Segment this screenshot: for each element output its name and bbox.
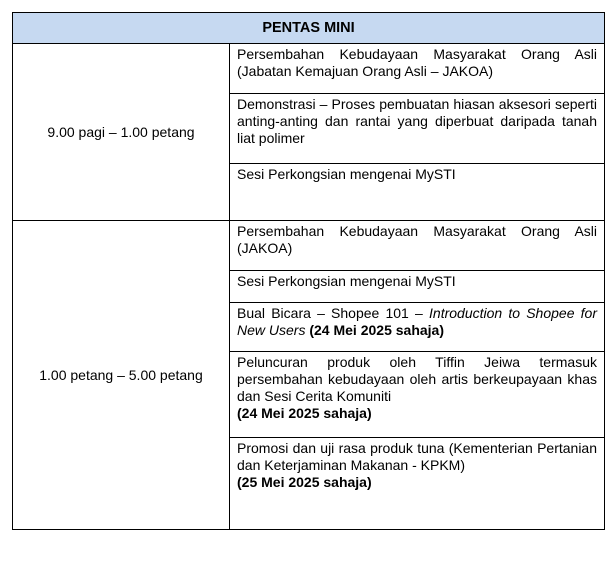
- activity-cell: [230, 94, 605, 164]
- activity-text: [230, 303, 604, 339]
- session-time: 9.00 pagi – 1.00 petang: [13, 44, 230, 221]
- activity-cell: [230, 352, 605, 438]
- activity-cell: [230, 221, 605, 271]
- activity-cell: [230, 44, 605, 94]
- activity-text-italic: Introduction to Shopee for New Users: [237, 305, 598, 338]
- activity-text: [230, 352, 604, 422]
- table-header-row: [13, 13, 605, 44]
- activity-cell: [230, 271, 605, 303]
- activity-cell: [230, 438, 605, 530]
- schedule-table: [12, 12, 605, 530]
- activity-text: Persembahan Kebudayaan Masyarakat Orang Asli (JAKOA): [237, 223, 597, 256]
- activity-text: Persembahan Kebudayaan Masyarakat Orang Asli (Jabatan Kemajuan Orang Asli – JAKOA): [237, 46, 597, 79]
- table-title: PENTAS MINI: [13, 13, 605, 44]
- activity-date-note: (24 Mei 2025 sahaja): [237, 405, 372, 421]
- session-time: 1.00 petang – 5.00 petang: [13, 221, 230, 530]
- activity-text: Sesi Perkongsian mengenai MySTI: [237, 273, 456, 289]
- table-row: [13, 44, 605, 94]
- activity-text-main: Promosi dan uji rasa produk tuna (Kementerian Pertanian dan Keterjaminan Makanan - KPKM): [237, 440, 597, 473]
- activity-cell: [230, 164, 605, 221]
- activity-text-prefix: Bual Bicara – Shopee 101 –: [237, 305, 430, 321]
- table-row: [13, 221, 605, 271]
- activity-date-note: (25 Mei 2025 sahaja): [237, 474, 372, 490]
- activity-text-main: Peluncuran produk oleh Tiffin Jeiwa termasuk persembahan kebudayaan oleh artis berkeupayaan khas dan Sesi Cerita Komuniti: [237, 354, 597, 404]
- activity-date-note: (24 Mei 2025 sahaja): [309, 322, 444, 338]
- activity-text: [230, 438, 604, 491]
- activity-text: Sesi Perkongsian mengenai MySTI: [237, 166, 456, 182]
- activity-text: Demonstrasi – Proses pembuatan hiasan aksesori seperti anting-anting dan rantai yang diperbuat daripada tanah liat polimer: [237, 96, 597, 146]
- activity-cell: [230, 303, 605, 352]
